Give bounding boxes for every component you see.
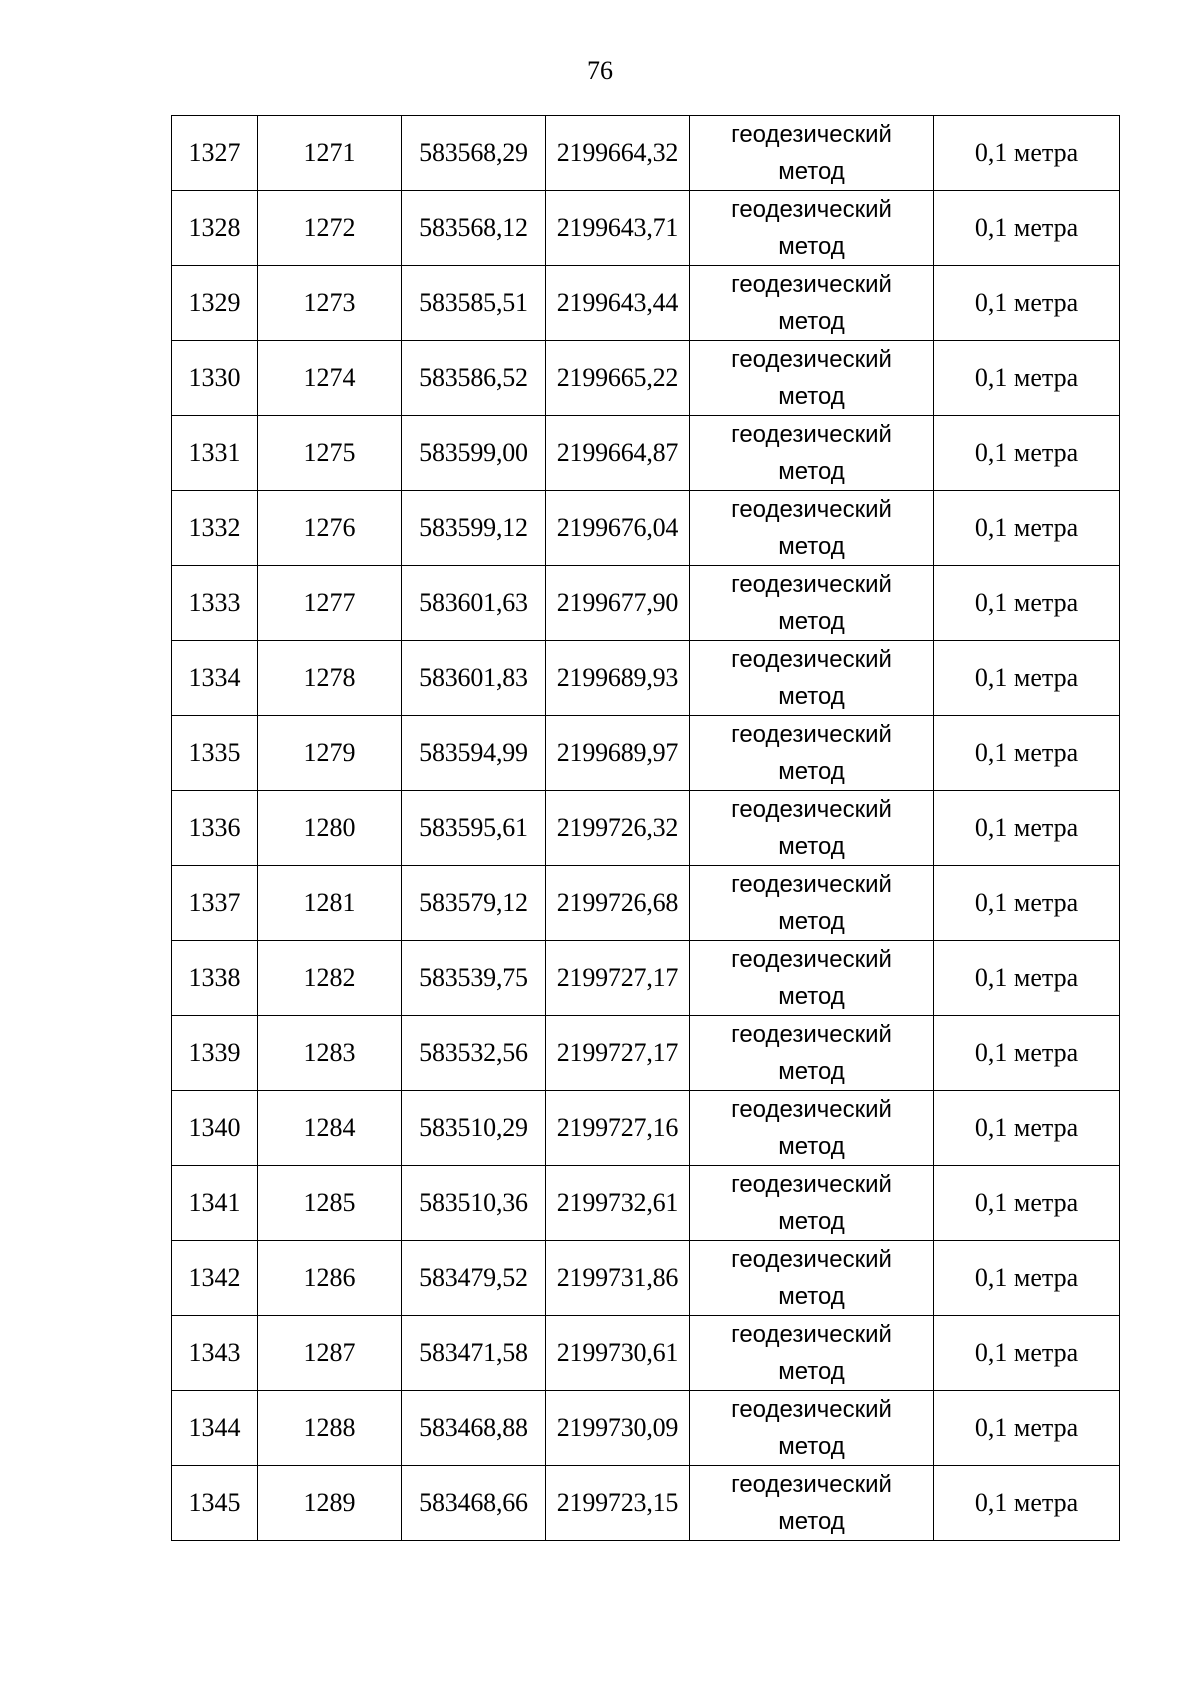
method-line2: метод (778, 1358, 845, 1385)
page-number: 76 (587, 56, 613, 85)
point-number-cell: 1345 (172, 1466, 258, 1541)
reference-number-cell: 1286 (258, 1241, 402, 1316)
reference-number-cell: 1281 (258, 866, 402, 941)
x-coordinate-cell: 583468,66 (402, 1466, 546, 1541)
x-coordinate-cell: 583601,83 (402, 641, 546, 716)
accuracy-cell: 0,1 метра (934, 116, 1120, 191)
y-coordinate-cell: 2199727,17 (546, 1016, 690, 1091)
x-coordinate-cell: 583585,51 (402, 266, 546, 341)
method-line1: геодезический (731, 496, 892, 523)
reference-number-cell: 1283 (258, 1016, 402, 1091)
method-cell (690, 191, 934, 266)
method-cell (690, 866, 934, 941)
method-line2: метод (778, 1283, 845, 1310)
table-row (172, 716, 1120, 791)
point-number-cell: 1329 (172, 266, 258, 341)
y-coordinate-cell: 2199643,71 (546, 191, 690, 266)
y-coordinate-cell: 2199732,61 (546, 1166, 690, 1241)
method-line2: метод (778, 1058, 845, 1085)
method-line1: геодезический (731, 271, 892, 298)
x-coordinate-cell: 583471,58 (402, 1316, 546, 1391)
accuracy-cell: 0,1 метра (934, 1091, 1120, 1166)
x-coordinate-cell: 583568,29 (402, 116, 546, 191)
method-line2: метод (778, 758, 845, 785)
method-cell (690, 1466, 934, 1541)
table-row (172, 1241, 1120, 1316)
y-coordinate-cell: 2199665,22 (546, 341, 690, 416)
accuracy-cell: 0,1 метра (934, 491, 1120, 566)
y-coordinate-cell: 2199689,93 (546, 641, 690, 716)
method-line2: метод (778, 608, 845, 635)
reference-number-cell: 1271 (258, 116, 402, 191)
method-cell (690, 1016, 934, 1091)
reference-number-cell: 1274 (258, 341, 402, 416)
method-line1: геодезический (731, 1246, 892, 1273)
y-coordinate-cell: 2199643,44 (546, 266, 690, 341)
point-number-cell: 1333 (172, 566, 258, 641)
method-line2: метод (778, 1508, 845, 1535)
table-row (172, 1016, 1120, 1091)
table-row (172, 266, 1120, 341)
method-line2: метод (778, 158, 845, 185)
accuracy-cell: 0,1 метра (934, 716, 1120, 791)
table-row (172, 116, 1120, 191)
x-coordinate-cell: 583579,12 (402, 866, 546, 941)
accuracy-cell: 0,1 метра (934, 1316, 1120, 1391)
method-line2: метод (778, 908, 845, 935)
method-cell (690, 1391, 934, 1466)
point-number-cell: 1331 (172, 416, 258, 491)
coordinates-table (171, 115, 1120, 1541)
y-coordinate-cell: 2199689,97 (546, 716, 690, 791)
y-coordinate-cell: 2199664,87 (546, 416, 690, 491)
x-coordinate-cell: 583510,36 (402, 1166, 546, 1241)
method-line2: метод (778, 308, 845, 335)
y-coordinate-cell: 2199727,16 (546, 1091, 690, 1166)
table-row (172, 566, 1120, 641)
x-coordinate-cell: 583510,29 (402, 1091, 546, 1166)
y-coordinate-cell: 2199677,90 (546, 566, 690, 641)
method-line1: геодезический (731, 1321, 892, 1348)
table-row (172, 1091, 1120, 1166)
accuracy-cell: 0,1 метра (934, 866, 1120, 941)
reference-number-cell: 1282 (258, 941, 402, 1016)
table-row (172, 1466, 1120, 1541)
method-line1: геодезический (731, 1396, 892, 1423)
point-number-cell: 1337 (172, 866, 258, 941)
point-number-cell: 1338 (172, 941, 258, 1016)
method-line2: метод (778, 233, 845, 260)
method-line1: геодезический (731, 346, 892, 373)
method-cell (690, 116, 934, 191)
method-line1: геодезический (731, 721, 892, 748)
table-row (172, 416, 1120, 491)
method-line2: метод (778, 383, 845, 410)
method-cell (690, 941, 934, 1016)
y-coordinate-cell: 2199676,04 (546, 491, 690, 566)
x-coordinate-cell: 583568,12 (402, 191, 546, 266)
accuracy-cell: 0,1 метра (934, 266, 1120, 341)
method-cell (690, 716, 934, 791)
point-number-cell: 1341 (172, 1166, 258, 1241)
reference-number-cell: 1277 (258, 566, 402, 641)
point-number-cell: 1335 (172, 716, 258, 791)
accuracy-cell: 0,1 метра (934, 1016, 1120, 1091)
accuracy-cell: 0,1 метра (934, 416, 1120, 491)
y-coordinate-cell: 2199664,32 (546, 116, 690, 191)
method-line1: геодезический (731, 946, 892, 973)
method-cell (690, 1241, 934, 1316)
table-row (172, 866, 1120, 941)
point-number-cell: 1334 (172, 641, 258, 716)
method-line1: геодезический (731, 1471, 892, 1498)
reference-number-cell: 1287 (258, 1316, 402, 1391)
point-number-cell: 1332 (172, 491, 258, 566)
accuracy-cell: 0,1 метра (934, 941, 1120, 1016)
y-coordinate-cell: 2199730,61 (546, 1316, 690, 1391)
x-coordinate-cell: 583468,88 (402, 1391, 546, 1466)
x-coordinate-cell: 583532,56 (402, 1016, 546, 1091)
reference-number-cell: 1272 (258, 191, 402, 266)
table-row (172, 1391, 1120, 1466)
table-row (172, 341, 1120, 416)
reference-number-cell: 1278 (258, 641, 402, 716)
accuracy-cell: 0,1 метра (934, 641, 1120, 716)
accuracy-cell: 0,1 метра (934, 191, 1120, 266)
point-number-cell: 1343 (172, 1316, 258, 1391)
table-row (172, 1316, 1120, 1391)
accuracy-cell: 0,1 метра (934, 791, 1120, 866)
y-coordinate-cell: 2199730,09 (546, 1391, 690, 1466)
table-row (172, 1166, 1120, 1241)
method-line2: метод (778, 1208, 845, 1235)
method-cell (690, 341, 934, 416)
reference-number-cell: 1273 (258, 266, 402, 341)
method-line1: геодезический (731, 196, 892, 223)
reference-number-cell: 1275 (258, 416, 402, 491)
x-coordinate-cell: 583479,52 (402, 1241, 546, 1316)
x-coordinate-cell: 583595,61 (402, 791, 546, 866)
method-line1: геодезический (731, 571, 892, 598)
point-number-cell: 1330 (172, 341, 258, 416)
accuracy-cell: 0,1 метра (934, 1391, 1120, 1466)
accuracy-cell: 0,1 метра (934, 566, 1120, 641)
x-coordinate-cell: 583594,99 (402, 716, 546, 791)
method-line2: метод (778, 1133, 845, 1160)
reference-number-cell: 1279 (258, 716, 402, 791)
method-cell (690, 566, 934, 641)
method-line1: геодезический (731, 646, 892, 673)
reference-number-cell: 1288 (258, 1391, 402, 1466)
point-number-cell: 1342 (172, 1241, 258, 1316)
table-body (172, 116, 1120, 1541)
point-number-cell: 1340 (172, 1091, 258, 1166)
method-line1: геодезический (731, 796, 892, 823)
method-line2: метод (778, 833, 845, 860)
y-coordinate-cell: 2199726,32 (546, 791, 690, 866)
method-cell (690, 641, 934, 716)
accuracy-cell: 0,1 метра (934, 1241, 1120, 1316)
method-cell (690, 416, 934, 491)
method-cell (690, 1091, 934, 1166)
x-coordinate-cell: 583599,00 (402, 416, 546, 491)
point-number-cell: 1344 (172, 1391, 258, 1466)
method-line2: метод (778, 533, 845, 560)
method-line1: геодезический (731, 1171, 892, 1198)
y-coordinate-cell: 2199731,86 (546, 1241, 690, 1316)
table-row (172, 641, 1120, 716)
y-coordinate-cell: 2199726,68 (546, 866, 690, 941)
point-number-cell: 1336 (172, 791, 258, 866)
method-line2: метод (778, 983, 845, 1010)
method-cell (690, 791, 934, 866)
x-coordinate-cell: 583599,12 (402, 491, 546, 566)
table-row (172, 491, 1120, 566)
table-row (172, 191, 1120, 266)
x-coordinate-cell: 583586,52 (402, 341, 546, 416)
method-line1: геодезический (731, 121, 892, 148)
point-number-cell: 1328 (172, 191, 258, 266)
method-cell (690, 1166, 934, 1241)
y-coordinate-cell: 2199727,17 (546, 941, 690, 1016)
method-line2: метод (778, 683, 845, 710)
reference-number-cell: 1280 (258, 791, 402, 866)
reference-number-cell: 1284 (258, 1091, 402, 1166)
method-line1: геодезический (731, 1096, 892, 1123)
method-line1: геодезический (731, 1021, 892, 1048)
accuracy-cell: 0,1 метра (934, 1466, 1120, 1541)
reference-number-cell: 1289 (258, 1466, 402, 1541)
reference-number-cell: 1285 (258, 1166, 402, 1241)
method-line1: геодезический (731, 871, 892, 898)
table-row (172, 791, 1120, 866)
method-cell (690, 1316, 934, 1391)
reference-number-cell: 1276 (258, 491, 402, 566)
method-line2: метод (778, 458, 845, 485)
accuracy-cell: 0,1 метра (934, 341, 1120, 416)
y-coordinate-cell: 2199723,15 (546, 1466, 690, 1541)
table-row (172, 941, 1120, 1016)
method-cell (690, 266, 934, 341)
point-number-cell: 1339 (172, 1016, 258, 1091)
x-coordinate-cell: 583601,63 (402, 566, 546, 641)
method-line2: метод (778, 1433, 845, 1460)
method-cell (690, 491, 934, 566)
accuracy-cell: 0,1 метра (934, 1166, 1120, 1241)
method-line1: геодезический (731, 421, 892, 448)
x-coordinate-cell: 583539,75 (402, 941, 546, 1016)
point-number-cell: 1327 (172, 116, 258, 191)
